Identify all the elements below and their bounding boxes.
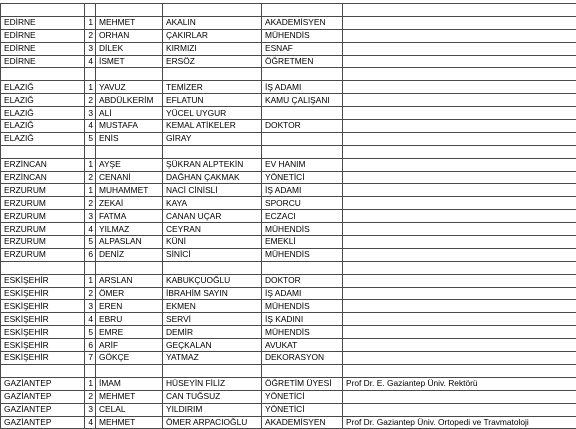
occupation-cell[interactable]: MÜHENDİS [262, 29, 343, 42]
city-cell[interactable]: ELAZIĞ [1, 107, 85, 120]
number-cell[interactable] [85, 364, 96, 377]
table-row [1, 210, 576, 223]
number-cell[interactable] [85, 261, 96, 274]
city-cell[interactable]: ERZURUM [1, 197, 85, 210]
first-name-cell[interactable]: ARİF [96, 339, 163, 352]
city-cell[interactable]: GAZİANTEP [1, 390, 85, 403]
note-cell[interactable]: Prof Dr. E. Gaziantep Üniv. Rektörü [343, 377, 576, 390]
first-name-cell[interactable]: AYŞE [96, 158, 163, 171]
city-cell[interactable]: ERZURUM [1, 223, 85, 236]
last-name-cell[interactable]: İBRAHİM SAYIN [163, 287, 262, 300]
table-row [1, 120, 576, 133]
first-name-cell[interactable]: EBRU [96, 313, 163, 326]
first-name-cell[interactable]: İMAM [96, 377, 163, 390]
occupation-cell[interactable]: MÜHENDİS [262, 248, 343, 261]
first-name-cell[interactable]: MEHMET [96, 416, 163, 429]
table-row [1, 132, 576, 145]
first-name-cell[interactable]: ABDÜLKERİM [96, 94, 163, 107]
table-row [1, 326, 576, 339]
last-name-cell[interactable]: ŞÜKRAN ALPTEKİN [163, 158, 262, 171]
note-cell[interactable] [343, 107, 576, 120]
number-cell[interactable]: 5 [85, 326, 96, 339]
last-name-cell[interactable]: DAĞHAN ÇAKMAK [163, 171, 262, 184]
table-row [1, 352, 576, 365]
number-cell[interactable]: 6 [85, 248, 96, 261]
last-name-cell[interactable]: KEMAL ATİKELER [163, 120, 262, 133]
table-row [1, 81, 576, 94]
city-cell[interactable]: ESKİŞEHİR [1, 326, 85, 339]
last-name-cell[interactable]: CEYRAN [163, 223, 262, 236]
last-name-cell[interactable]: YATMAZ [163, 352, 262, 365]
city-cell[interactable]: ESKİŞEHİR [1, 352, 85, 365]
occupation-cell[interactable]: İŞ ADAMI [262, 287, 343, 300]
number-cell[interactable]: 5 [85, 236, 96, 249]
first-name-cell[interactable]: ALPASLAN [96, 236, 163, 249]
city-cell[interactable]: ERZİNCAN [1, 158, 85, 171]
last-name-cell[interactable]: AKALIN [163, 16, 262, 29]
occupation-cell[interactable]: DEKORASYON [262, 352, 343, 365]
occupation-cell[interactable]: MÜHENDİS [262, 326, 343, 339]
last-name-cell[interactable] [163, 4, 262, 17]
number-cell[interactable]: 4 [85, 313, 96, 326]
city-cell[interactable]: ESKİŞEHİR [1, 274, 85, 287]
last-name-cell[interactable]: NACİ CİNİSLİ [163, 184, 262, 197]
city-cell[interactable] [1, 261, 85, 274]
city-cell[interactable]: ESKİŞEHİR [1, 339, 85, 352]
table-row [1, 145, 576, 158]
table-row [1, 29, 576, 42]
note-cell[interactable] [343, 29, 576, 42]
last-name-cell[interactable] [163, 68, 262, 81]
city-cell[interactable]: ERZİNCAN [1, 171, 85, 184]
occupation-cell[interactable] [262, 132, 343, 145]
number-cell[interactable] [85, 4, 96, 17]
first-name-cell[interactable]: EREN [96, 300, 163, 313]
first-name-cell[interactable]: MEHMET [96, 390, 163, 403]
city-cell[interactable]: EDİRNE [1, 16, 85, 29]
table-row [1, 287, 576, 300]
city-cell[interactable]: ERZURUM [1, 184, 85, 197]
first-name-cell[interactable]: ALİ [96, 107, 163, 120]
occupation-cell[interactable]: AKADEMİSYEN [262, 416, 343, 429]
first-name-cell[interactable]: GÖKÇE [96, 352, 163, 365]
last-name-cell[interactable]: EKMEN [163, 300, 262, 313]
occupation-cell[interactable]: KAMU ÇALIŞANI [262, 94, 343, 107]
city-cell[interactable]: GAZİANTEP [1, 416, 85, 429]
city-cell[interactable]: ERZURUM [1, 236, 85, 249]
city-cell[interactable]: ESKİŞEHİR [1, 300, 85, 313]
occupation-cell[interactable]: EMEKLİ [262, 236, 343, 249]
occupation-cell[interactable] [262, 261, 343, 274]
first-name-cell[interactable] [96, 68, 163, 81]
note-cell[interactable] [343, 42, 576, 55]
note-cell[interactable] [343, 4, 576, 17]
note-cell[interactable] [343, 120, 576, 133]
table-row [1, 403, 576, 416]
occupation-cell[interactable] [262, 145, 343, 158]
note-cell[interactable] [343, 364, 576, 377]
table-row [1, 274, 576, 287]
city-cell[interactable]: ELAZIĞ [1, 120, 85, 133]
number-cell[interactable]: 3 [85, 42, 96, 55]
last-name-cell[interactable] [163, 364, 262, 377]
first-name-cell[interactable]: MUSTAFA [96, 120, 163, 133]
note-cell[interactable] [343, 210, 576, 223]
occupation-cell[interactable] [262, 364, 343, 377]
occupation-cell[interactable]: SPORCU [262, 197, 343, 210]
last-name-cell[interactable]: ÖMER ARPACIOĞLU [163, 416, 262, 429]
number-cell[interactable]: 3 [85, 403, 96, 416]
last-name-cell[interactable]: SİNİCİ [163, 248, 262, 261]
note-cell[interactable] [343, 197, 576, 210]
first-name-cell[interactable]: ENİS [96, 132, 163, 145]
number-cell[interactable]: 7 [85, 352, 96, 365]
note-cell[interactable]: Prof Dr. Gaziantep Üniv. Ortopedi ve Travmatoloji [343, 416, 576, 429]
note-cell[interactable] [343, 158, 576, 171]
note-cell[interactable] [343, 55, 576, 68]
last-name-cell[interactable]: ÇAKIRLAR [163, 29, 262, 42]
table-row [1, 42, 576, 55]
city-cell[interactable]: EDİRNE [1, 29, 85, 42]
table-row [1, 197, 576, 210]
occupation-cell[interactable]: DOKTOR [262, 274, 343, 287]
number-cell[interactable]: 1 [85, 158, 96, 171]
table-row [1, 16, 576, 29]
number-cell[interactable]: 4 [85, 223, 96, 236]
city-cell[interactable]: ESKİŞEHİR [1, 313, 85, 326]
first-name-cell[interactable] [96, 4, 163, 17]
note-cell[interactable] [343, 248, 576, 261]
table-row [1, 158, 576, 171]
occupation-cell[interactable]: DOKTOR [262, 120, 343, 133]
table-row [1, 339, 576, 352]
note-cell[interactable] [343, 145, 576, 158]
first-name-cell[interactable]: FATMA [96, 210, 163, 223]
last-name-cell[interactable]: KIRMIZI [163, 42, 262, 55]
first-name-cell[interactable]: YAVUZ [96, 81, 163, 94]
table-row [1, 300, 576, 313]
number-cell[interactable]: 4 [85, 416, 96, 429]
city-cell[interactable]: ELAZIĞ [1, 132, 85, 145]
occupation-cell[interactable]: ECZACI [262, 210, 343, 223]
first-name-cell[interactable]: DENİZ [96, 248, 163, 261]
first-name-cell[interactable]: DİLEK [96, 42, 163, 55]
number-cell[interactable]: 2 [85, 390, 96, 403]
city-cell[interactable] [1, 364, 85, 377]
occupation-cell[interactable]: AVUKAT [262, 339, 343, 352]
occupation-cell[interactable]: ÖĞRETİM ÜYESİ [262, 377, 343, 390]
last-name-cell[interactable]: TEMİZER [163, 81, 262, 94]
spreadsheet-table [0, 3, 576, 429]
number-cell[interactable]: 2 [85, 287, 96, 300]
last-name-cell[interactable]: SERVİ [163, 313, 262, 326]
first-name-cell[interactable]: ZEKAİ [96, 197, 163, 210]
occupation-cell[interactable] [262, 107, 343, 120]
table-row [1, 223, 576, 236]
number-cell[interactable]: 4 [85, 120, 96, 133]
occupation-cell[interactable]: MÜHENDİS [262, 223, 343, 236]
city-cell[interactable] [1, 145, 85, 158]
number-cell[interactable]: 6 [85, 339, 96, 352]
last-name-cell[interactable]: EFLATUN [163, 94, 262, 107]
occupation-cell[interactable] [262, 4, 343, 17]
occupation-cell[interactable]: YÖNETİCİ [262, 390, 343, 403]
number-cell[interactable] [85, 145, 96, 158]
city-cell[interactable]: ERZURUM [1, 210, 85, 223]
last-name-cell[interactable]: DEMİR [163, 326, 262, 339]
note-cell[interactable] [343, 403, 576, 416]
table-row [1, 364, 576, 377]
note-cell[interactable] [343, 287, 576, 300]
occupation-cell[interactable]: YÖNETİCİ [262, 403, 343, 416]
table-row [1, 184, 576, 197]
last-name-cell[interactable]: YÜCEL UYGUR [163, 107, 262, 120]
note-cell[interactable] [343, 300, 576, 313]
table-row [1, 107, 576, 120]
table-row [1, 377, 576, 390]
note-cell[interactable] [343, 16, 576, 29]
note-cell[interactable] [343, 68, 576, 81]
occupation-cell[interactable]: ÖĞRETMEN [262, 55, 343, 68]
number-cell[interactable]: 2 [85, 29, 96, 42]
note-cell[interactable] [343, 132, 576, 145]
city-cell[interactable]: GAZİANTEP [1, 377, 85, 390]
last-name-cell[interactable]: ERSÖZ [163, 55, 262, 68]
last-name-cell[interactable] [163, 261, 262, 274]
first-name-cell[interactable]: ARSLAN [96, 274, 163, 287]
occupation-cell[interactable]: İŞ KADINI [262, 313, 343, 326]
note-cell[interactable] [343, 261, 576, 274]
number-cell[interactable]: 1 [85, 184, 96, 197]
city-cell[interactable] [1, 4, 85, 17]
number-cell[interactable]: 4 [85, 55, 96, 68]
first-name-cell[interactable]: EMRE [96, 326, 163, 339]
table-row [1, 313, 576, 326]
number-cell[interactable]: 1 [85, 274, 96, 287]
note-cell[interactable] [343, 81, 576, 94]
note-cell[interactable] [343, 184, 576, 197]
city-cell[interactable]: ERZURUM [1, 248, 85, 261]
first-name-cell[interactable]: ÖMER [96, 287, 163, 300]
first-name-cell[interactable]: ORHAN [96, 29, 163, 42]
number-cell[interactable]: 2 [85, 171, 96, 184]
city-cell[interactable]: EDİRNE [1, 42, 85, 55]
occupation-cell[interactable]: ESNAF [262, 42, 343, 55]
last-name-cell[interactable]: GEÇKALAN [163, 339, 262, 352]
note-cell[interactable] [343, 339, 576, 352]
note-cell[interactable] [343, 236, 576, 249]
note-cell[interactable] [343, 326, 576, 339]
number-cell[interactable]: 3 [85, 300, 96, 313]
table-row [1, 4, 576, 17]
last-name-cell[interactable]: YILDIRIM [163, 403, 262, 416]
last-name-cell[interactable]: HÜSEYİN FİLİZ [163, 377, 262, 390]
number-cell[interactable] [85, 68, 96, 81]
note-cell[interactable] [343, 390, 576, 403]
occupation-cell[interactable] [262, 68, 343, 81]
first-name-cell[interactable]: MEHMET [96, 16, 163, 29]
last-name-cell[interactable]: CAN TUĞSUZ [163, 390, 262, 403]
last-name-cell[interactable]: KABUKÇUOĞLU [163, 274, 262, 287]
city-cell[interactable]: GAZİANTEP [1, 403, 85, 416]
city-cell[interactable] [1, 68, 85, 81]
first-name-cell[interactable] [96, 145, 163, 158]
table-row [1, 248, 576, 261]
last-name-cell[interactable]: KAYA [163, 197, 262, 210]
table-row [1, 261, 576, 274]
occupation-cell[interactable]: EV HANIM [262, 158, 343, 171]
table-row [1, 94, 576, 107]
first-name-cell[interactable]: YILMAZ [96, 223, 163, 236]
occupation-cell[interactable]: İŞ ADAMI [262, 81, 343, 94]
first-name-cell[interactable]: CELAL [96, 403, 163, 416]
note-cell[interactable] [343, 313, 576, 326]
occupation-cell[interactable]: YÖNETİCİ [262, 171, 343, 184]
first-name-cell[interactable]: MUHAMMET [96, 184, 163, 197]
table-row [1, 171, 576, 184]
number-cell[interactable]: 3 [85, 107, 96, 120]
last-name-cell[interactable]: CANAN UÇAR [163, 210, 262, 223]
occupation-cell[interactable]: MÜHENDİS [262, 300, 343, 313]
city-cell[interactable]: ELAZIĞ [1, 94, 85, 107]
city-cell[interactable]: ELAZIĞ [1, 81, 85, 94]
number-cell[interactable]: 5 [85, 132, 96, 145]
last-name-cell[interactable]: KÜNİ [163, 236, 262, 249]
table-row [1, 68, 576, 81]
city-cell[interactable]: EDİRNE [1, 55, 85, 68]
first-name-cell[interactable] [96, 364, 163, 377]
city-cell[interactable]: ESKİŞEHİR [1, 287, 85, 300]
number-cell[interactable]: 1 [85, 81, 96, 94]
table-row [1, 390, 576, 403]
number-cell[interactable]: 1 [85, 16, 96, 29]
note-cell[interactable] [343, 223, 576, 236]
first-name-cell[interactable]: CENANİ [96, 171, 163, 184]
occupation-cell[interactable]: İŞ ADAMI [262, 184, 343, 197]
note-cell[interactable] [343, 171, 576, 184]
table-row [1, 55, 576, 68]
number-cell[interactable]: 3 [85, 210, 96, 223]
table-row [1, 236, 576, 249]
note-cell[interactable] [343, 94, 576, 107]
number-cell[interactable]: 2 [85, 94, 96, 107]
occupation-cell[interactable]: AKADEMİSYEN [262, 16, 343, 29]
note-cell[interactable] [343, 352, 576, 365]
first-name-cell[interactable]: İSMET [96, 55, 163, 68]
last-name-cell[interactable] [163, 145, 262, 158]
number-cell[interactable]: 2 [85, 197, 96, 210]
last-name-cell[interactable]: GİRAY [163, 132, 262, 145]
number-cell[interactable]: 1 [85, 377, 96, 390]
note-cell[interactable] [343, 274, 576, 287]
table-body [1, 4, 576, 429]
first-name-cell[interactable] [96, 261, 163, 274]
